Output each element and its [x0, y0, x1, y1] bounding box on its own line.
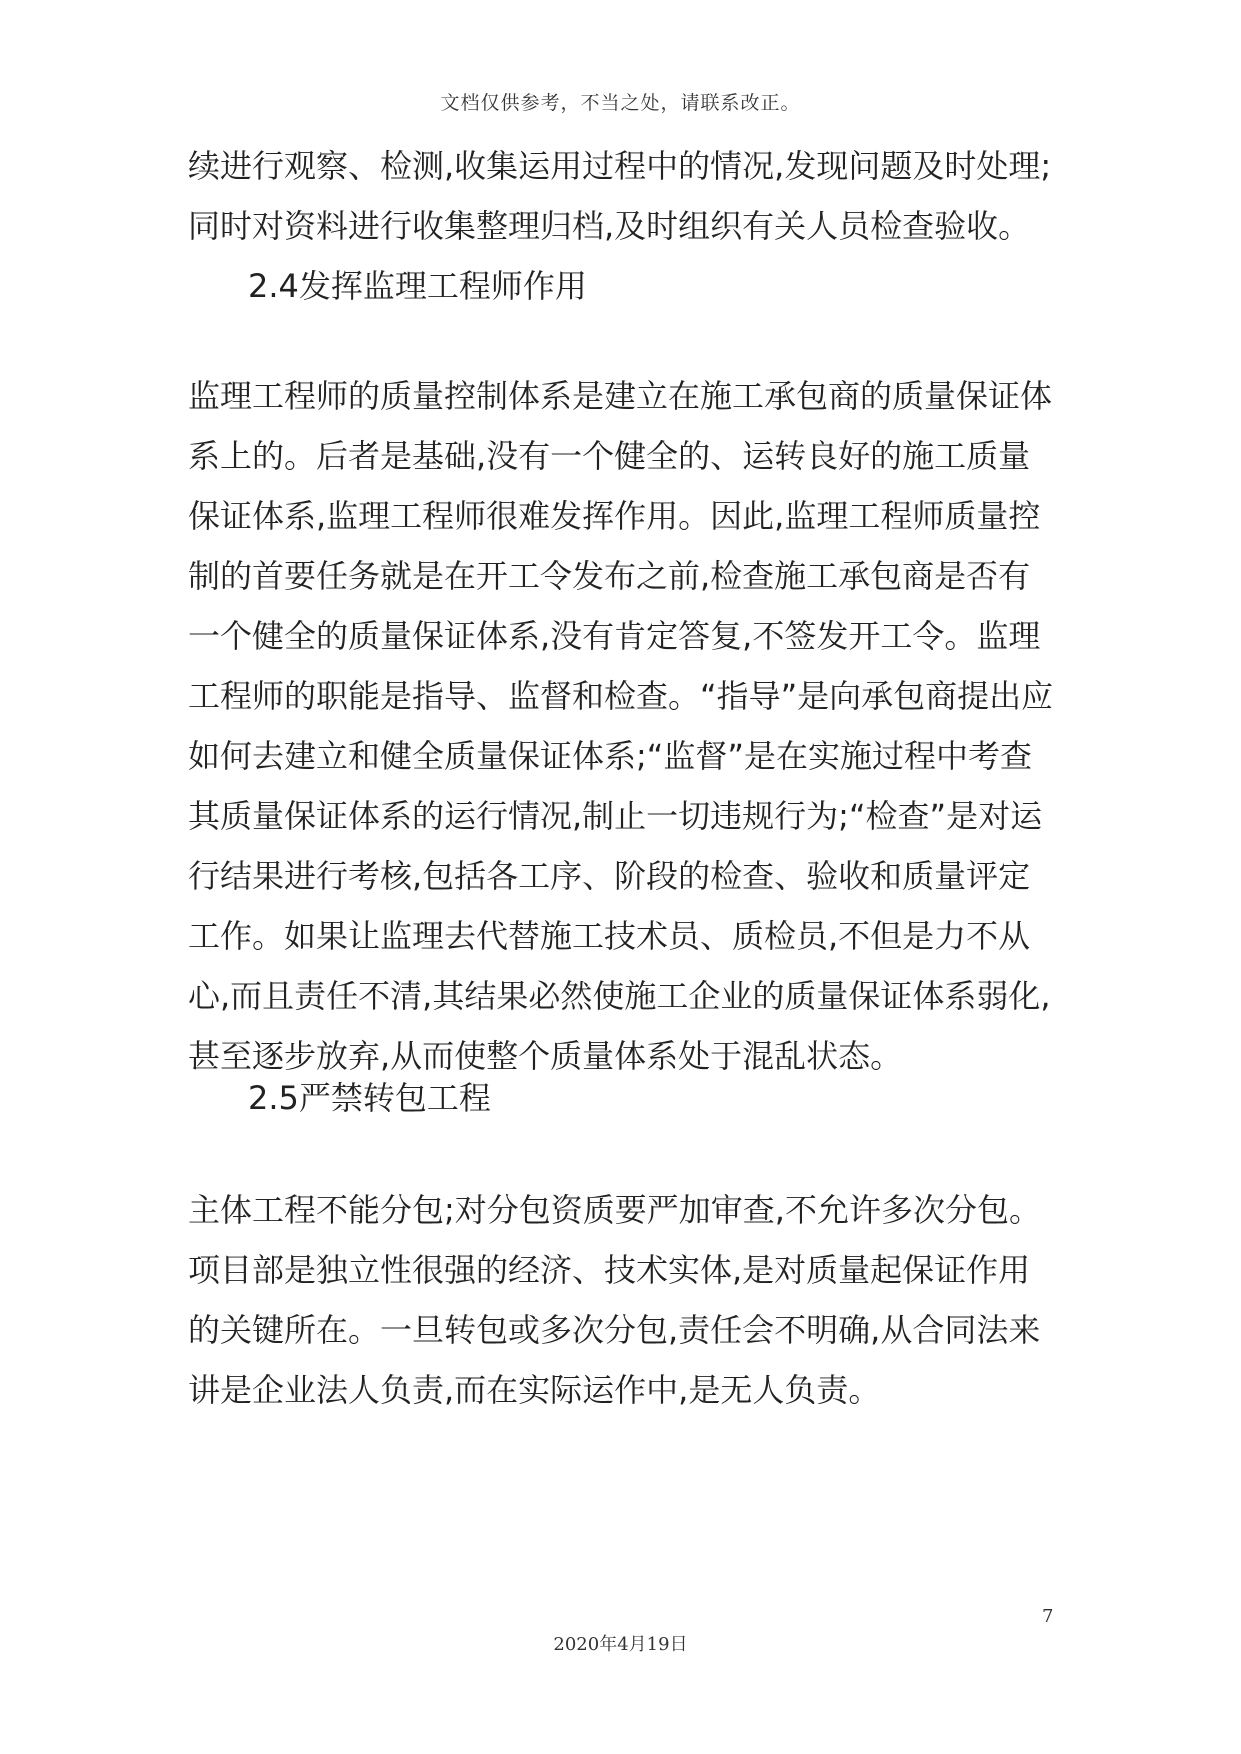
page-number: 7	[1042, 1606, 1054, 1627]
paragraph-subcontracting: 主体工程不能分包;对分包资质要严加审查,不允许多次分包。项目部是独立性很强的经济、技术实体,是对质量起保证作用的关键所在。一旦转包或多次分包,责任会不明确,从合同法来讲是企业法人负责,而在实际运作中,是无人负责。	[188, 1191, 1041, 1409]
paragraph-supervision-engineer: 监理工程师的质量控制体系是建立在施工承包商的质量保证体系上的。后者是基础,没有一个健全的、运转良好的施工质量保证体系,监理工程师很难发挥作用。因此,监理工程师质量控制的首要任务就是在开工令发布之前,检查施工承包商是否有一个健全的质量保证体系,没有肯定答复,不签发开工令。监理工程师的职能是指导、监督和检查。“指导”是向承包商提出应如何去建立和健全质量保证体系;“监督”是在实施过程中考查其质量保证体系的运行情况,制止一切违规行为;“检查”是对运行结果进行考核,包括各工序、阶段的检查、验收和质量评定工作。如果让监理去代替施工技术员、质检员,不但是力不从心,而且责任不清,其结果必然使施工企业的质量保证体系弱化,甚至逐步放弃,从而使整个质量体系处于混乱状态。	[188, 377, 1054, 1075]
paragraph-continued: 续进行观察、检测,收集运用过程中的情况,发现问题及时处理;同时对资料进行收集整理归档,及时组织有关人员检查验收。	[188, 147, 1052, 245]
section-heading-2-5: 2.5严禁转包工程	[248, 1079, 491, 1117]
section-heading-2-4: 2.4发挥监理工程师作用	[248, 267, 587, 305]
footer-date: 2020年4月19日	[553, 1634, 688, 1655]
document-header-notice: 文档仅供参考，不当之处，请联系改正。	[440, 92, 801, 114]
